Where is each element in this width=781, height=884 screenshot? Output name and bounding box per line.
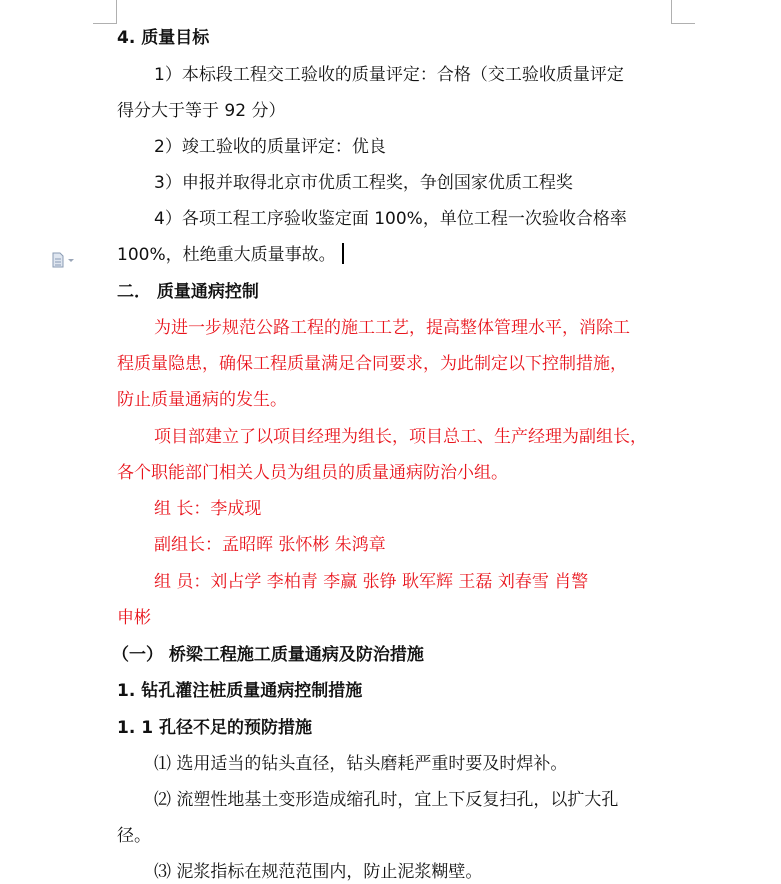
body-line: ⑵ 流塑性地基土变形造成缩孔时，宜上下反复扫孔，以扩大孔 — [154, 790, 619, 810]
paragraph-options-icon[interactable] — [50, 252, 76, 268]
team-leader-line: 组 长：李成现 — [154, 499, 262, 519]
body-line: 4）各项工程工序验收鉴定面 100%，单位工程一次验收合格率 — [154, 209, 627, 229]
team-members-line: 组 员：刘占学 李柏青 李赢 张铮 耿军辉 王磊 刘春雪 肖警 — [154, 572, 589, 592]
heading-hole-diameter: 1. 1 孔径不足的预防措施 — [117, 718, 312, 738]
margin-corner-mark — [671, 0, 672, 24]
team-members-line: 申彬 — [117, 608, 151, 628]
body-text: 100%，杜绝重大质量事故。 — [117, 245, 336, 265]
body-line: 得分大于等于 92 分） — [117, 101, 286, 121]
heading-quality-goal: 4. 质量目标 — [117, 28, 210, 48]
margin-corner-mark — [116, 0, 117, 24]
body-line: 3）申报并取得北京市优质工程奖，争创国家优质工程奖 — [154, 173, 573, 193]
red-body-line: 程质量隐患，确保工程质量满足合同要求，为此制定以下控制措施， — [117, 354, 627, 374]
margin-corner-mark — [93, 23, 117, 24]
red-body-line: 项目部建立了以项目经理为组长，项目总工、生产经理为副组长， — [154, 427, 647, 447]
deputy-leader-line: 副组长：孟昭晖 张怀彬 朱鸿章 — [154, 535, 386, 555]
body-line: 1）本标段工程交工验收的质量评定：合格（交工验收质量评定 — [154, 65, 624, 85]
body-line: ⑶ 泥浆指标在规范范围内，防止泥浆糊壁。 — [154, 862, 483, 882]
heading-bored-pile: 1. 钻孔灌注桩质量通病控制措施 — [117, 681, 363, 701]
heading-defect-control: 二． 质量通病控制 — [117, 282, 259, 302]
red-body-line: 防止质量通病的发生。 — [117, 390, 287, 410]
body-line-with-cursor — [117, 243, 677, 267]
red-body-line: 各个职能部门相关人员为组员的质量通病防治小组。 — [117, 463, 508, 483]
text-cursor — [342, 243, 344, 264]
heading-bridge-section: （一） 桥梁工程施工质量通病及防治措施 — [112, 645, 424, 665]
body-line: 2）竣工验收的质量评定：优良 — [154, 137, 386, 157]
body-line: ⑴ 选用适当的钻头直径，钻头磨耗严重时要及时焊补。 — [154, 754, 568, 774]
body-line: 径。 — [117, 826, 151, 846]
margin-corner-mark — [671, 23, 695, 24]
red-body-line: 为进一步规范公路工程的施工工艺，提高整体管理水平，消除工 — [154, 318, 630, 338]
